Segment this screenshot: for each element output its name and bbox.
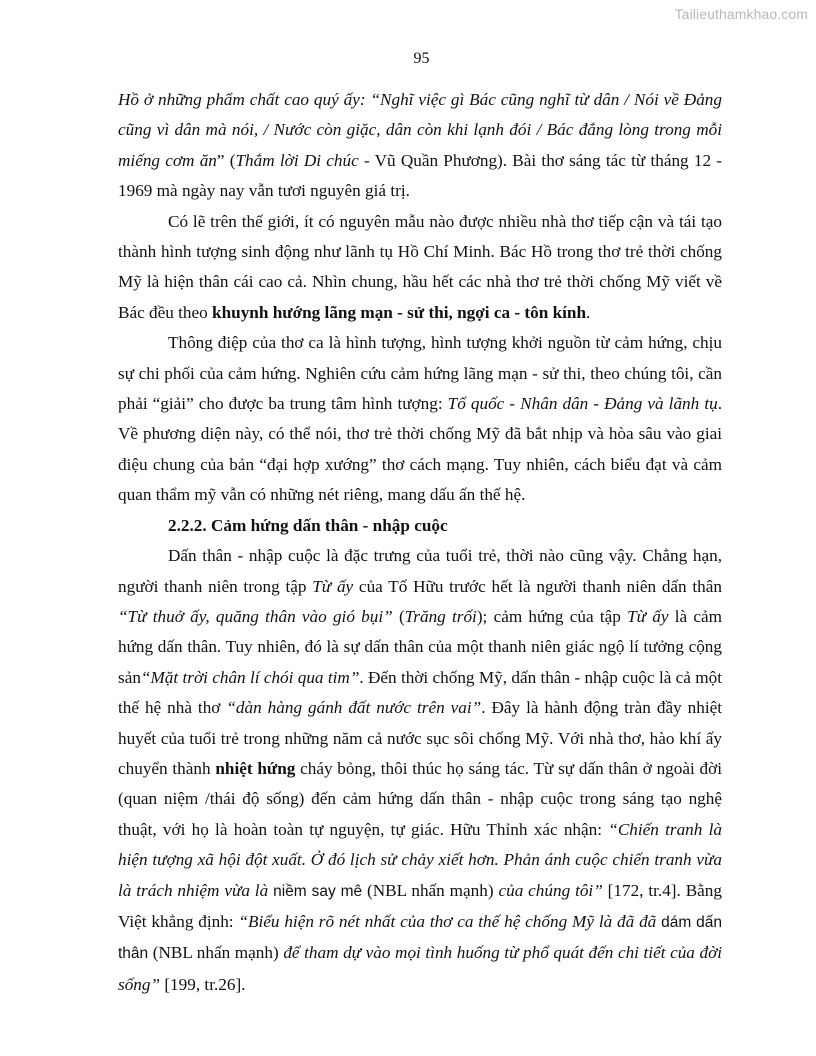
text-run: của Tố Hữu trước hết là người thanh niên dấn thân	[353, 576, 723, 596]
quote-italic: “Biểu hiện rõ nét nhất của thơ ca thế hệ chống Mỹ là đã đã	[238, 911, 662, 931]
italic-phrase: Tổ quốc - Nhân dân - Đảng và lãnh tụ	[447, 394, 718, 414]
poem-title: Thắm lời Di chúc	[235, 150, 359, 170]
text-run: (NBL nhấn mạnh)	[362, 880, 499, 900]
paragraph-1	[118, 85, 722, 207]
quote-italic: “Mặt trời chân lí chói qua tim”	[140, 667, 360, 687]
section-heading: 2.2.2. Cảm hứng dấn thân - nhập cuộc	[168, 515, 448, 535]
quote-italic: của chúng tôi”	[498, 880, 603, 900]
paragraph-2	[118, 207, 722, 329]
quote-italic: để tham dự vào mọi tình huống từ phổ quát đến chi tiết của đời sống”	[118, 943, 723, 994]
text-run: cháy bỏng, thôi thúc họ sáng tác. Từ sự dấn thân ở ngoài đời (quan niệm /thái độ sống) đến cảm hứng dấn thân - nhập cuộc trong sáng tạo nghệ thuật, với họ là hoàn toàn tự nguyện, tự giác. Hữu Thỉnh xác nhận:	[118, 758, 722, 839]
quote-italic: “Chiến tranh là hiện tượng xã hội đột xuất. Ở đó lịch sử chảy xiết hơn. Phản ánh cuộc chiến tranh vừa là trách nhiệm vừa là	[118, 819, 722, 900]
text-run: . Đây là hành động tràn đầy nhiệt huyết của tuổi trẻ trong những năm cả nước sục sôi chống Mỹ. Với nhà thơ, hào khí ấy chuyển thành	[118, 698, 722, 778]
emphasis-sans: niềm say mê	[273, 882, 363, 900]
text-run: [172, tr.4]. Bằng Việt khẳng định:	[118, 880, 722, 931]
bold-phrase: khuynh hướng lãng mạn - sử thi, ngợi ca - tôn kính	[212, 302, 587, 322]
bold-phrase: nhiệt hứng	[215, 758, 296, 778]
body-text	[118, 85, 722, 1000]
text-run: . Đến thời chống Mỹ, dấn thân - nhập cuộc là cả một thế hệ nhà thơ	[118, 667, 723, 718]
book-title: Từ ấy	[627, 606, 669, 626]
text-run: Dấn thân - nhập cuộc là đặc trưng của tuổi trẻ, thời nào cũng vậy. Chẳng hạn, người thanh niên trong tập	[118, 546, 722, 596]
book-title: Từ ấy	[312, 576, 354, 596]
text-run: . Về phương diện này, có thể nói, thơ trẻ thời chống Mỹ đã bắt nhịp và hòa sâu vào giai điệu chung của bản “đại hợp xướng” thơ cách mạng. Tuy nhiên, cách biểu đạt và cảm quan thẩm mỹ vẫn có những nét riêng, mang dấu ấn thế hệ.	[118, 394, 722, 505]
poem-title: Trăng trối	[404, 606, 477, 626]
text-run: [199, tr.26].	[160, 974, 246, 994]
text-run: Có lẽ trên thế giới, ít có nguyên mẫu nào được nhiều nhà thơ tiếp cận và tái tạo thành hình tượng sinh động như lãnh tụ Hồ Chí Minh. Bác Hồ trong thơ trẻ thời chống Mỹ là hiện thân cái cao cả. Nhìn chung, hầu hết các nhà thơ trẻ thời chống Mỹ viết về Bác đều theo	[118, 211, 722, 322]
text-run: ” (	[216, 150, 236, 170]
paragraph-4	[118, 541, 722, 1000]
quote-italic: “dàn hàng gánh đất nước trên vai”	[226, 698, 482, 718]
text-run: (	[392, 606, 405, 626]
paragraph-3	[118, 328, 722, 510]
emphasis-sans: dám dấn thân	[118, 913, 722, 963]
text-run: là cảm hứng dấn thân. Tuy nhiên, đó là sự dấn thân của một thanh niên giác ngộ lí tưởng cộng sản	[118, 606, 723, 687]
text-run: - Vũ Quần Phương). Bài thơ sáng tác từ tháng 12 - 1969 mà ngày nay vẫn tươi nguyên giá trị.	[118, 150, 723, 201]
quote-italic: “Từ thuở ấy, quăng thân vào gió bụi”	[118, 606, 393, 626]
text-run: .	[586, 302, 591, 322]
text-run: Thông điệp của thơ ca là hình tượng, hình tượng khởi nguồn từ cảm hứng, chịu sự chi phối của cảm hứng. Nghiên cứu cảm hứng lãng mạn - sử thi, theo chúng tôi, cần phải “giải” cho được ba trung tâm hình tượng:	[118, 333, 722, 414]
watermark: Tailieuthamkhao.com	[674, 6, 808, 22]
quote-italic: Hồ ở những phẩm chất cao quý ấy: “Nghĩ việc gì Bác cũng nghĩ từ dân / Nói về Đảng cũng vì dân mà nói, / Nước còn giặc, dân còn khi lạnh đói / Bác đắng lòng trong mỗi miếng cơm ăn	[118, 90, 722, 170]
text-run: ); cảm hứng của tập	[476, 606, 628, 626]
text-run: (NBL nhấn mạnh)	[148, 943, 284, 963]
page-number: 95	[413, 50, 430, 67]
